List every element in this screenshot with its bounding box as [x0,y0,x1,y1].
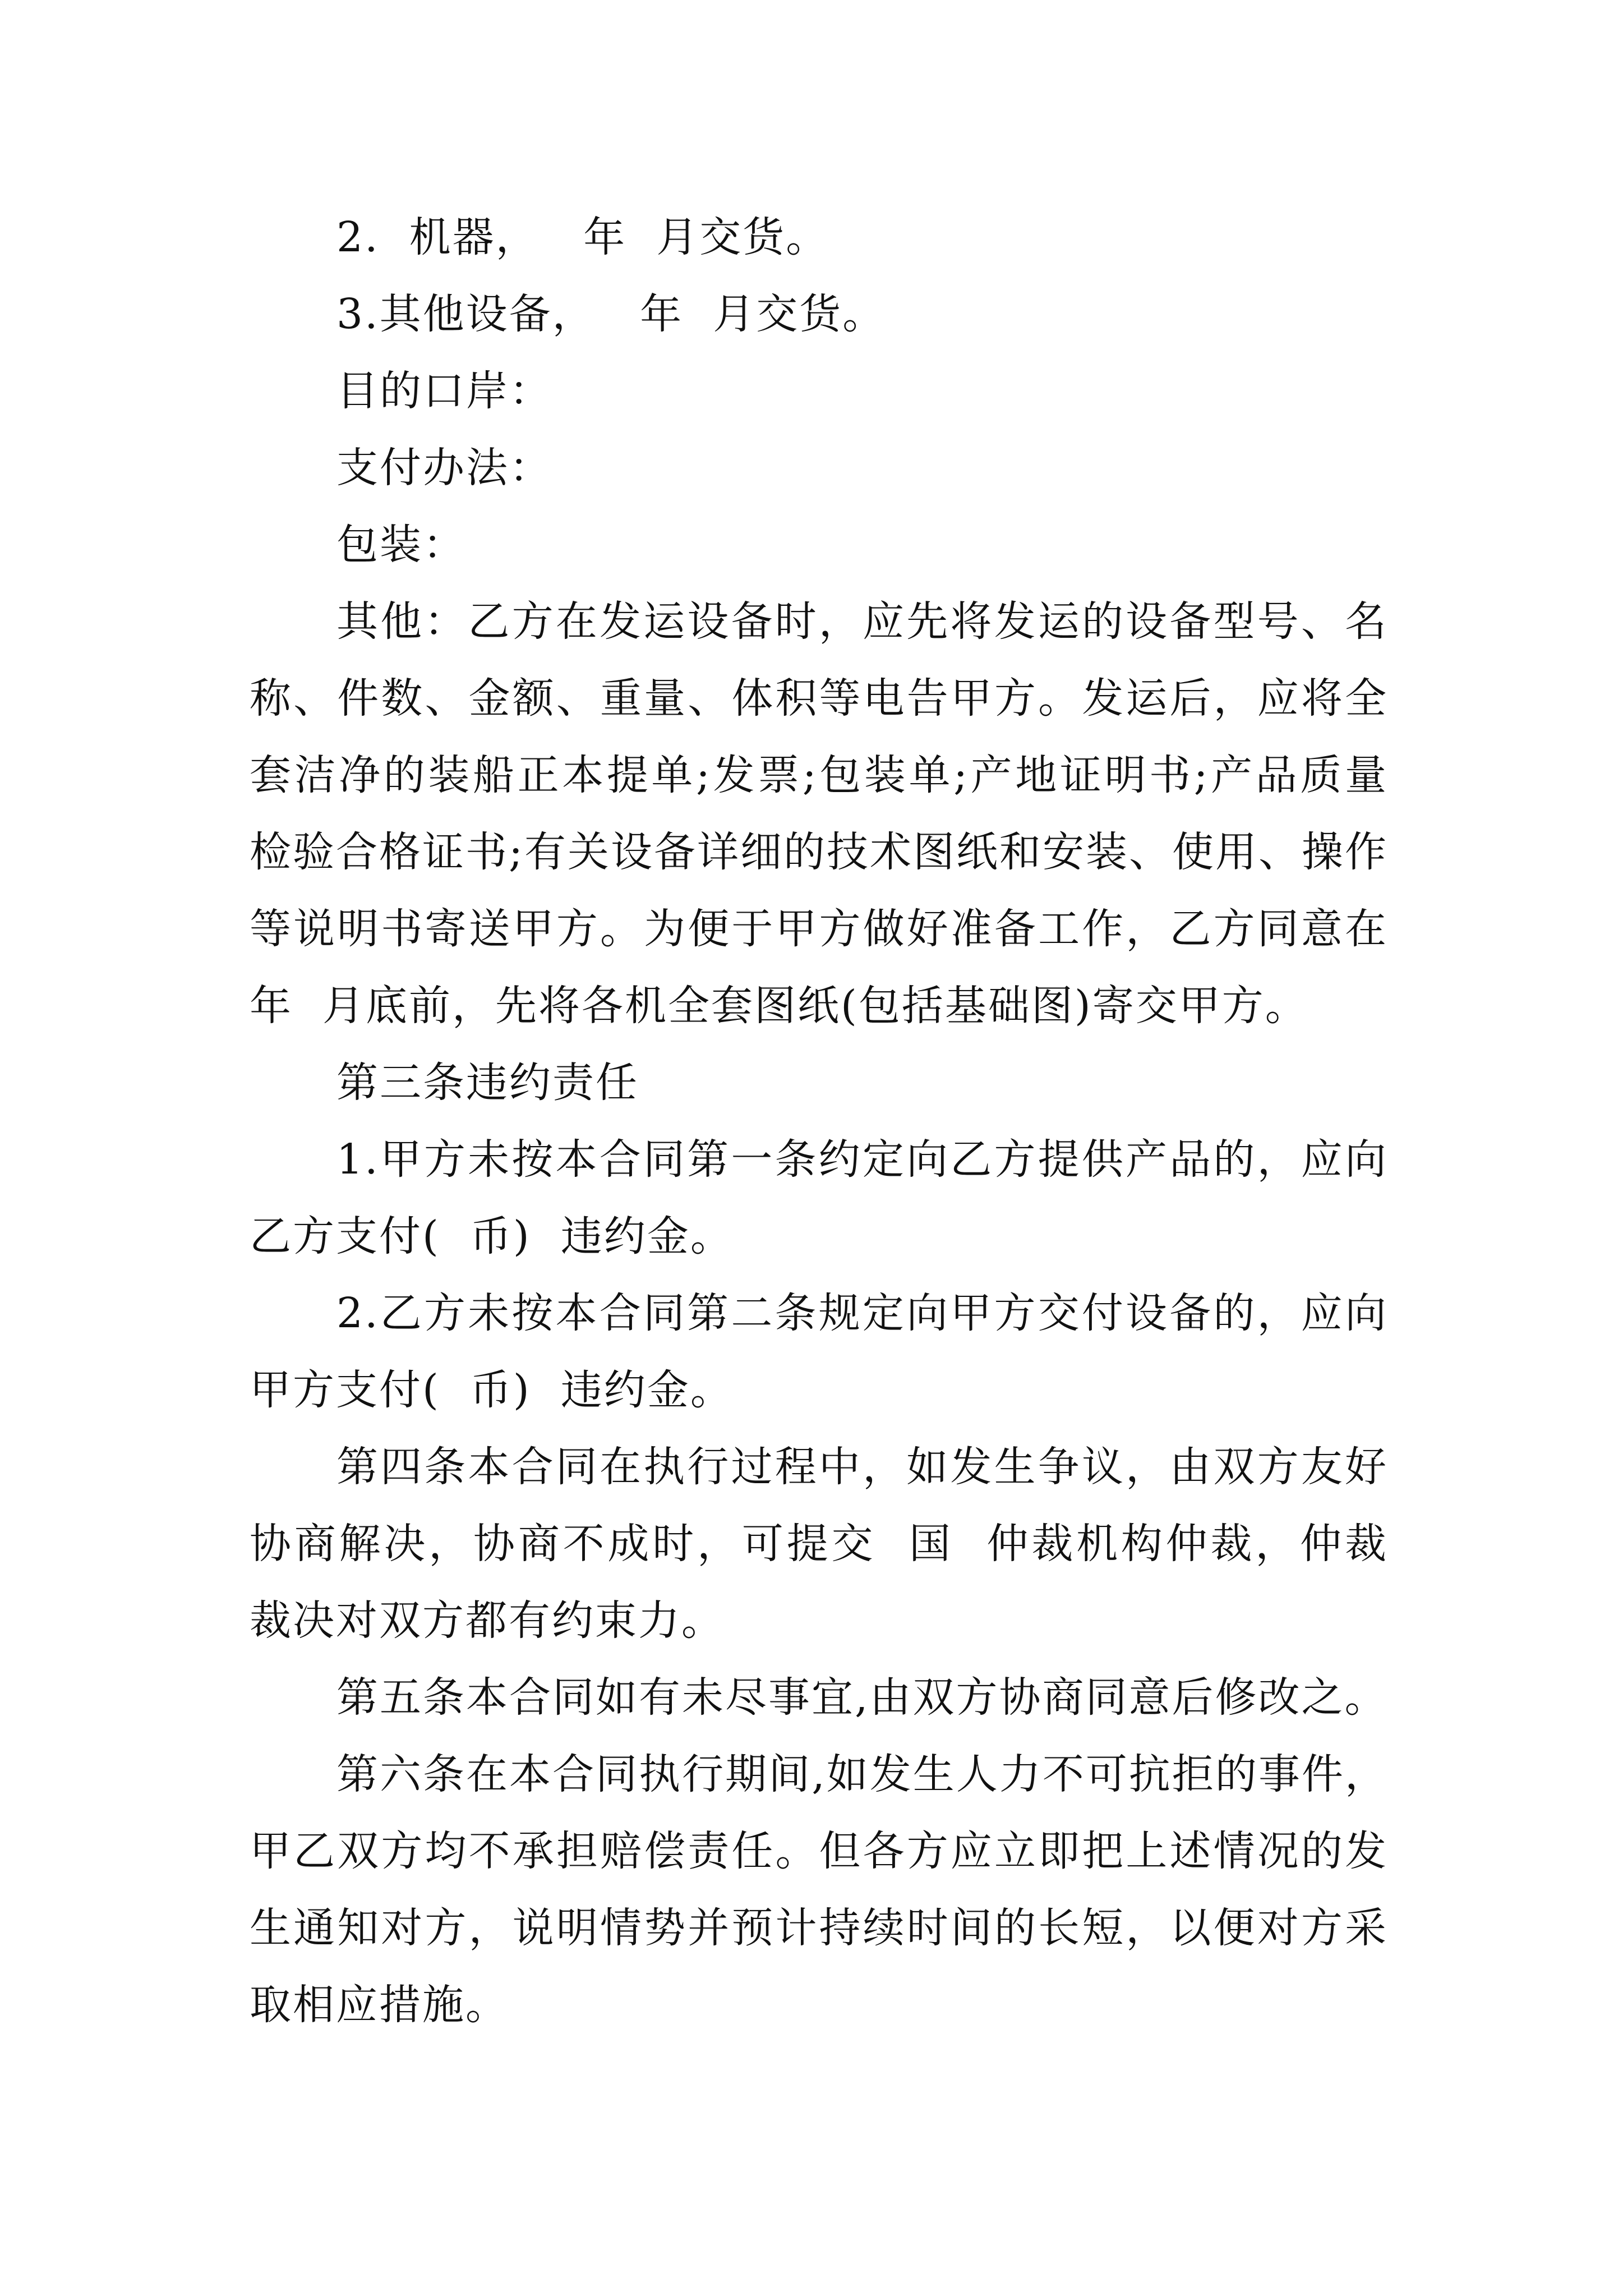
document-body [250,199,1418,2044]
article-three-item-2: 2.乙方未按本合同第二条规定向甲方交付设备的，应向甲方支付( 币) 违约金。 [250,1289,1388,1414]
clause-other-shipping: 其他：乙方在发运设备时，应先将发运的设备型号、名称、件数、金额、重量、体积等电告甲方。发运后，应将全套洁净的装船正本提单;发票;包装单;产地证明书;产品质量检验合格证书;有关设备详细的技术图纸和安装、使用、操作等说明书寄送甲方。为便于甲方做好准备工作，乙方同意在 年 月底前，先将各机全套图纸(包括基础图)寄交甲方。 [250,597,1418,1030]
clause-packing: 包装： [336,521,466,569]
article-four: 第四条本合同在执行过程中，如发生争议，由双方友好协商解决，协商不成时，可提交 国 仲裁机构仲裁，仲裁裁决对双方都有约束力。 [250,1443,1388,1645]
clause-destination-port: 目的口岸： [336,367,552,415]
article-three-heading: 第三条违约责任 [336,1059,639,1107]
article-three-item-1: 1.甲方未按本合同第一条约定向乙方提供产品的，应向乙方支付( 币) 违约金。 [250,1135,1388,1260]
clause-payment-method: 支付办法： [336,444,552,492]
article-six: 第六条在本合同执行期间,如发生人力不可抗拒的事件，甲乙双方均不承担赔偿责任。但各方应立即把上述情况的发生通知对方，说明情势并预计持续时间的长短，以便对方采取相应措施。 [250,1750,1388,2029]
article-five: 第五条本合同如有未尽事宜,由双方协商同意后修改之。 [336,1673,1388,1722]
clause-delivery-machines: 2. 机器， 年 月交货。 [336,213,829,261]
clause-delivery-other-equipment: 3.其他设备， 年 月交货。 [336,290,886,338]
